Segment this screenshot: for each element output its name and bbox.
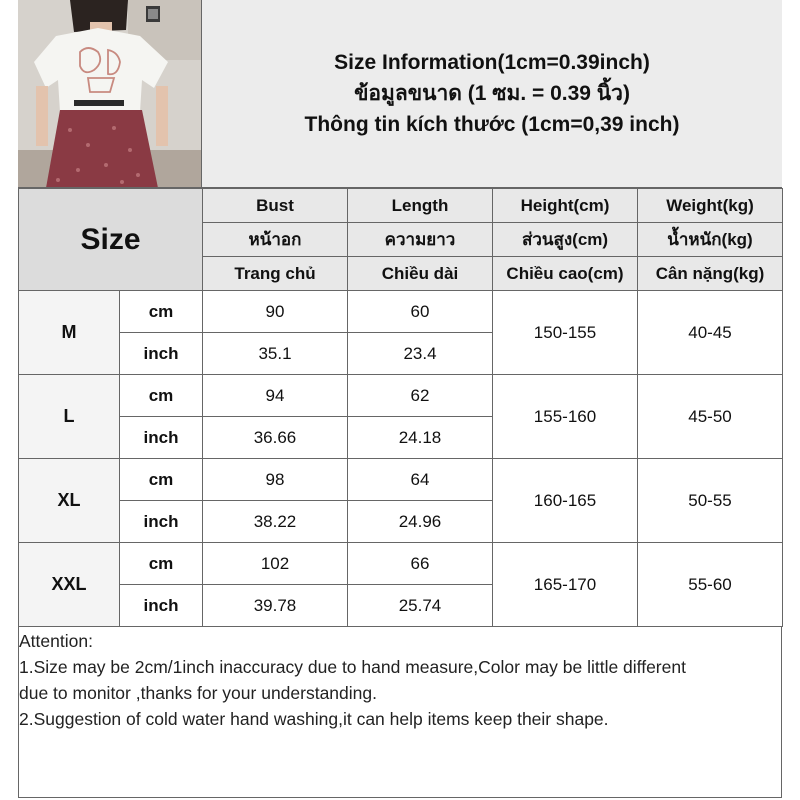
table-row [19,459,783,501]
size-header: Size [19,189,203,291]
height-range: 165-170 [493,543,638,627]
attention-notes [19,628,779,732]
bust-cm: 98 [203,459,348,501]
notes-line-3: 2.Suggestion of cold water hand washing,it can help items keep their shape. [19,709,609,729]
unit-cm: cm [120,375,203,417]
header-row-english [19,189,783,223]
size-label-xxl: XXL [19,543,120,627]
col-header-weight: Weight(kg) [638,189,783,223]
height-range: 155-160 [493,375,638,459]
size-label-xl: XL [19,459,120,543]
table-row [19,375,783,417]
unit-cm: cm [120,291,203,333]
title-english: Size Information(1cm=0.39inch) [334,51,650,74]
bust-inch: 36.66 [203,417,348,459]
bust-cm: 102 [203,543,348,585]
unit-cm: cm [120,543,203,585]
length-inch: 24.96 [348,501,493,543]
col-header-bust-vi: Trang chủ [203,257,348,291]
weight-range: 50-55 [638,459,783,543]
height-range: 160-165 [493,459,638,543]
col-header-weight-vi: Cân nặng(kg) [638,257,783,291]
bust-cm: 94 [203,375,348,417]
length-inch: 24.18 [348,417,493,459]
model-illustration [18,0,202,188]
length-cm: 64 [348,459,493,501]
weight-range: 45-50 [638,375,783,459]
col-header-bust-thai: หน้าอก [203,223,348,257]
notes-line-1: 1.Size may be 2cm/1inch inaccuracy due to hand measure,Color may be little different [19,657,686,677]
length-inch: 25.74 [348,585,493,627]
col-header-height: Height(cm) [493,189,638,223]
size-label-l: L [19,375,120,459]
length-cm: 60 [348,291,493,333]
notes-heading: Attention: [19,631,93,651]
table-row [19,543,783,585]
unit-cm: cm [120,459,203,501]
title-vietnamese: Thông tin kích thước (1cm=0,39 inch) [304,113,680,136]
unit-inch: inch [120,585,203,627]
table-row [19,291,783,333]
col-header-length: Length [348,189,493,223]
unit-inch: inch [120,501,203,543]
unit-inch: inch [120,417,203,459]
bust-inch: 39.78 [203,585,348,627]
col-header-height-vi: Chiều cao(cm) [493,257,638,291]
length-inch: 23.4 [348,333,493,375]
col-header-height-thai: ส่วนสูง(cm) [493,223,638,257]
col-header-length-vi: Chiều dài [348,257,493,291]
bust-cm: 90 [203,291,348,333]
bust-inch: 35.1 [203,333,348,375]
bust-inch: 38.22 [203,501,348,543]
weight-range: 55-60 [638,543,783,627]
length-cm: 66 [348,543,493,585]
unit-inch: inch [120,333,203,375]
col-header-bust: Bust [203,189,348,223]
weight-range: 40-45 [638,291,783,375]
col-header-weight-thai: น้ำหนัก(kg) [638,223,783,257]
length-cm: 62 [348,375,493,417]
height-range: 150-155 [493,291,638,375]
notes-line-2: due to monitor ,thanks for your understanding. [19,683,377,703]
col-header-length-thai: ความยาว [348,223,493,257]
size-label-m: M [19,291,120,375]
size-table [18,188,783,627]
product-photo [18,0,202,188]
title-thai: ข้อมูลขนาด (1 ซม. = 0.39 นิ้ว) [354,82,630,105]
title-block [202,0,782,188]
